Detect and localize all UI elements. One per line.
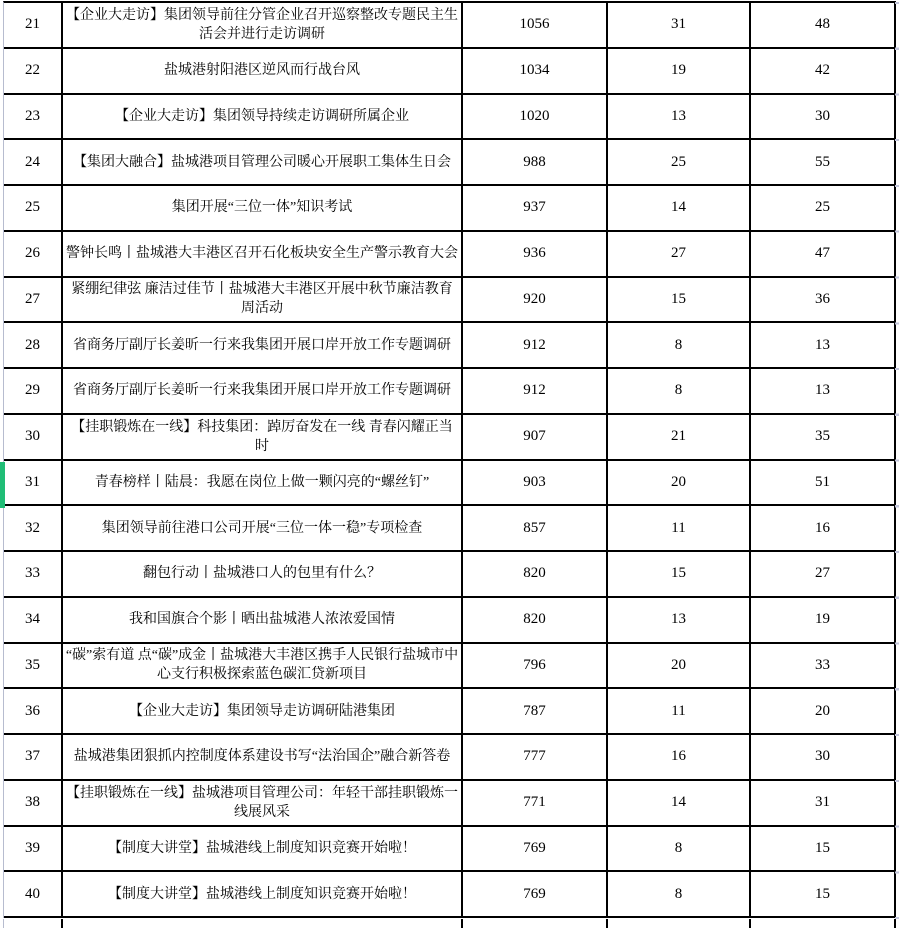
partial-cell[interactable]	[608, 919, 751, 928]
partial-cell[interactable]	[4, 919, 63, 928]
value-cell-2[interactable]: 8	[608, 872, 751, 918]
value-cell-1[interactable]: 820	[463, 598, 608, 644]
value-cell-2[interactable]: 31	[608, 3, 751, 49]
value-cell-2[interactable]: 13	[608, 598, 751, 644]
article-title-cell[interactable]: 【企业大走访】集团领导持续走访调研所属企业	[63, 95, 463, 141]
row-number-cell[interactable]: 26	[4, 232, 63, 278]
value-cell-1[interactable]: 769	[463, 827, 608, 873]
article-title-cell[interactable]: 【企业大走访】集团领导前往分管企业召开巡察整改专题民主生活会并进行走访调研	[63, 3, 463, 49]
value-cell-3[interactable]: 27	[751, 552, 896, 598]
row-number-cell[interactable]: 35	[4, 644, 63, 690]
article-title-cell[interactable]: 省商务厅副厅长姜昕一行来我集团开展口岸开放工作专题调研	[63, 323, 463, 369]
value-cell-3[interactable]: 35	[751, 415, 896, 461]
article-title-cell[interactable]: 紧绷纪律弦 廉洁过佳节丨盐城港大丰港区开展中秋节廉洁教育周活动	[63, 278, 463, 324]
article-title-cell[interactable]: 警钟长鸣丨盐城港大丰港区召开石化板块安全生产警示教育大会	[63, 232, 463, 278]
value-cell-3[interactable]: 20	[751, 689, 896, 735]
value-cell-1[interactable]: 1034	[463, 49, 608, 95]
value-cell-1[interactable]: 937	[463, 186, 608, 232]
value-cell-3[interactable]: 30	[751, 735, 896, 781]
row-31-selection-indicator	[0, 462, 5, 508]
value-cell-3[interactable]: 16	[751, 506, 896, 552]
value-cell-1[interactable]: 771	[463, 781, 608, 827]
row-number-cell[interactable]: 29	[4, 369, 63, 415]
row-number-cell[interactable]: 37	[4, 735, 63, 781]
partial-cell[interactable]	[751, 919, 896, 928]
value-cell-3[interactable]: 33	[751, 644, 896, 690]
value-cell-1[interactable]: 1020	[463, 95, 608, 141]
article-title-cell[interactable]: 【企业大走访】集团领导走访调研陆港集团	[63, 689, 463, 735]
row-number-cell[interactable]: 38	[4, 781, 63, 827]
value-cell-1[interactable]: 912	[463, 323, 608, 369]
row-number-cell[interactable]: 34	[4, 598, 63, 644]
value-cell-1[interactable]: 857	[463, 506, 608, 552]
value-cell-1[interactable]: 988	[463, 140, 608, 186]
row-number-cell[interactable]: 22	[4, 49, 63, 95]
article-title-cell[interactable]: 集团开展“三位一体”知识考试	[63, 186, 463, 232]
value-cell-2[interactable]: 14	[608, 781, 751, 827]
partial-cell[interactable]	[463, 919, 608, 928]
value-cell-2[interactable]: 16	[608, 735, 751, 781]
row-number-cell[interactable]: 28	[4, 323, 63, 369]
article-title-cell[interactable]: 盐城港射阳港区逆风而行战台风	[63, 49, 463, 95]
value-cell-2[interactable]: 27	[608, 232, 751, 278]
row-number-cell[interactable]: 21	[4, 3, 63, 49]
row-number-cell[interactable]: 39	[4, 827, 63, 873]
value-cell-2[interactable]: 15	[608, 278, 751, 324]
value-cell-3[interactable]: 47	[751, 232, 896, 278]
value-cell-1[interactable]: 777	[463, 735, 608, 781]
value-cell-3[interactable]: 30	[751, 95, 896, 141]
value-cell-1[interactable]: 1056	[463, 3, 608, 49]
article-title-cell[interactable]: 【挂职锻炼在一线】盐城港项目管理公司：年轻干部挂职锻炼一线展风采	[63, 781, 463, 827]
article-title-cell[interactable]: 【制度大讲堂】盐城港线上制度知识竞赛开始啦！	[63, 827, 463, 873]
value-cell-2[interactable]: 15	[608, 552, 751, 598]
row-number-cell[interactable]: 31	[4, 461, 63, 507]
value-cell-1[interactable]: 820	[463, 552, 608, 598]
article-title-cell[interactable]: “碳”索有道 点“碳”成金丨盐城港大丰港区携手人民银行盐城市中心支行积极探索蓝色碳汇贷新项目	[63, 644, 463, 690]
value-cell-3[interactable]: 31	[751, 781, 896, 827]
row-number-cell[interactable]: 40	[4, 872, 63, 918]
value-cell-3[interactable]: 55	[751, 140, 896, 186]
value-cell-2[interactable]: 13	[608, 95, 751, 141]
value-cell-1[interactable]: 787	[463, 689, 608, 735]
value-cell-2[interactable]: 19	[608, 49, 751, 95]
value-cell-1[interactable]: 912	[463, 369, 608, 415]
value-cell-1[interactable]: 920	[463, 278, 608, 324]
article-title-cell[interactable]: 盐城港集团狠抓内控制度体系建设书写“法治国企”融合新答卷	[63, 735, 463, 781]
article-title-cell[interactable]: 我和国旗合个影丨晒出盐城港人浓浓爱国情	[63, 598, 463, 644]
value-cell-2[interactable]: 25	[608, 140, 751, 186]
article-title-cell[interactable]: 青春榜样丨陆晨：我愿在岗位上做一颗闪亮的“螺丝钉”	[63, 461, 463, 507]
value-cell-2[interactable]: 20	[608, 461, 751, 507]
row-number-cell[interactable]: 32	[4, 506, 63, 552]
row-number-cell[interactable]: 23	[4, 95, 63, 141]
value-cell-3[interactable]: 15	[751, 872, 896, 918]
value-cell-2[interactable]: 8	[608, 827, 751, 873]
value-cell-3[interactable]: 25	[751, 186, 896, 232]
row-number-cell[interactable]: 30	[4, 415, 63, 461]
value-cell-1[interactable]: 936	[463, 232, 608, 278]
value-cell-2[interactable]: 8	[608, 369, 751, 415]
value-cell-2[interactable]: 14	[608, 186, 751, 232]
row-number-cell[interactable]: 33	[4, 552, 63, 598]
article-title-cell[interactable]: 集团领导前往港口公司开展“三位一体一稳”专项检查	[63, 506, 463, 552]
article-title-cell[interactable]: 翻包行动丨盐城港口人的包里有什么？	[63, 552, 463, 598]
value-cell-1[interactable]: 796	[463, 644, 608, 690]
value-cell-3[interactable]: 36	[751, 278, 896, 324]
article-title-cell[interactable]: 【集团大融合】盐城港项目管理公司暖心开展职工集体生日会	[63, 140, 463, 186]
value-cell-3[interactable]: 13	[751, 323, 896, 369]
value-cell-3[interactable]: 51	[751, 461, 896, 507]
row-number-cell[interactable]: 25	[4, 186, 63, 232]
value-cell-2[interactable]: 11	[608, 506, 751, 552]
article-title-cell[interactable]: 【挂职锻炼在一线】科技集团：踔厉奋发在一线 青春闪耀正当时	[63, 415, 463, 461]
value-cell-3[interactable]: 13	[751, 369, 896, 415]
row-number-cell[interactable]: 36	[4, 689, 63, 735]
article-title-cell[interactable]: 【制度大讲堂】盐城港线上制度知识竞赛开始啦！	[63, 872, 463, 918]
article-title-cell[interactable]: 省商务厅副厅长姜昕一行来我集团开展口岸开放工作专题调研	[63, 369, 463, 415]
partial-cell[interactable]	[63, 919, 463, 928]
value-cell-2[interactable]: 21	[608, 415, 751, 461]
right-edge-gridline-ticks	[895, 2, 899, 926]
value-cell-3[interactable]: 19	[751, 598, 896, 644]
value-cell-3[interactable]: 15	[751, 827, 896, 873]
data-table	[3, 1, 896, 918]
value-cell-3[interactable]: 48	[751, 3, 896, 49]
partial-next-row	[3, 919, 896, 928]
value-cell-1[interactable]: 769	[463, 872, 608, 918]
value-cell-2[interactable]: 11	[608, 689, 751, 735]
value-cell-1[interactable]: 903	[463, 461, 608, 507]
row-number-cell[interactable]: 27	[4, 278, 63, 324]
value-cell-1[interactable]: 907	[463, 415, 608, 461]
row-number-cell[interactable]: 24	[4, 140, 63, 186]
value-cell-2[interactable]: 8	[608, 323, 751, 369]
value-cell-3[interactable]: 42	[751, 49, 896, 95]
value-cell-2[interactable]: 20	[608, 644, 751, 690]
